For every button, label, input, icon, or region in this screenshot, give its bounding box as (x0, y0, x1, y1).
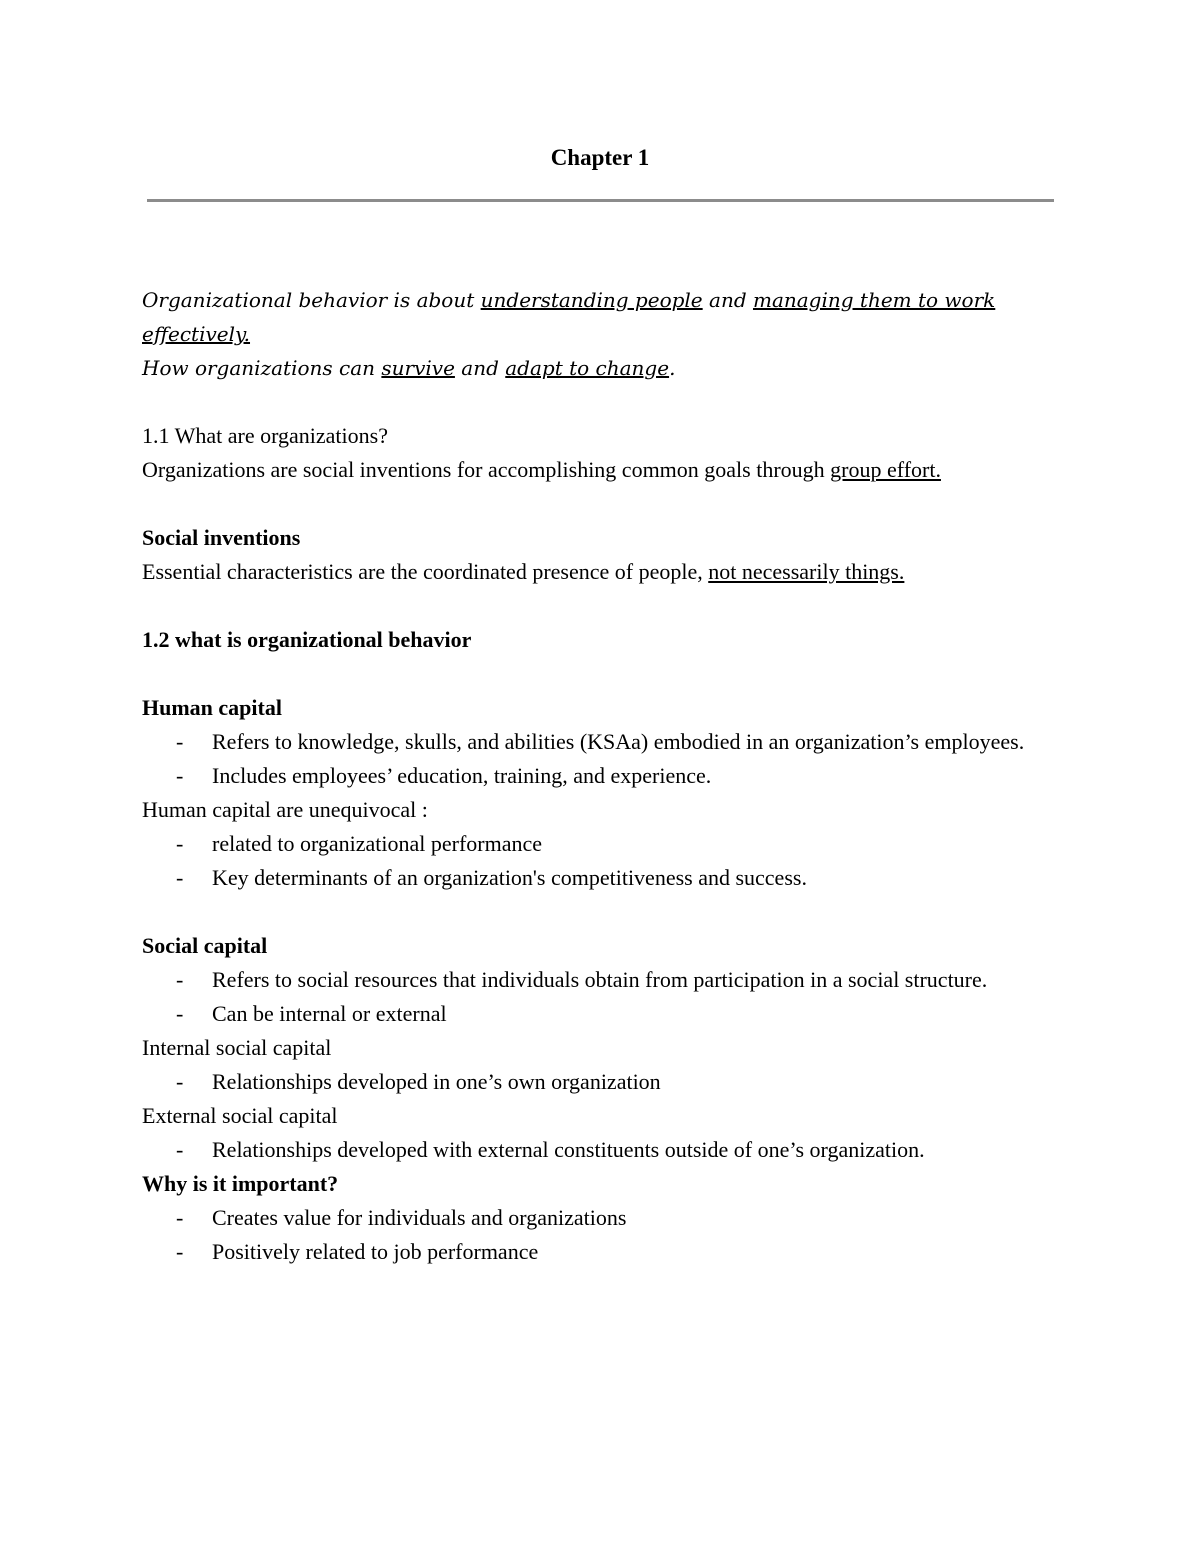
human-capital-sub-list (142, 827, 1062, 895)
list-item (142, 963, 1062, 997)
spacer (142, 895, 1062, 929)
intro-underline: understanding people (480, 288, 703, 312)
human-capital-heading: Human capital (142, 695, 282, 720)
list-item-text: Creates value for individuals and organizations (212, 1205, 627, 1230)
page-title: Chapter 1 (550, 145, 650, 170)
internal-social-capital-list (142, 1065, 1062, 1099)
list-item (142, 725, 1062, 759)
list-item-text: Includes employees’ education, training, and experience. (212, 763, 712, 788)
dash-bullet: - (176, 865, 184, 890)
intro-text: and (454, 356, 506, 380)
intro-underline: adapt to change (505, 356, 670, 380)
title-divider (147, 199, 1054, 202)
document-body (142, 283, 1062, 1269)
social-capital-list (142, 963, 1062, 1031)
social-inventions-body: Essential characteristics are the coordinated presence of people, (142, 559, 709, 584)
list-item (142, 1133, 1062, 1167)
social-capital-heading: Social capital (142, 933, 268, 958)
list-item (142, 861, 1062, 895)
list-item (142, 1065, 1062, 1099)
dash-bullet: - (176, 763, 184, 788)
intro-text: . (669, 356, 676, 380)
spacer (142, 589, 1062, 623)
spacer (142, 487, 1062, 521)
list-item (142, 827, 1062, 861)
spacer (142, 385, 1062, 419)
why-important-list (142, 1201, 1062, 1269)
list-item-text: Positively related to job performance (212, 1239, 539, 1264)
definition-underline: group effort. (830, 457, 941, 482)
dash-bullet: - (176, 1239, 184, 1264)
list-item (142, 997, 1062, 1031)
internal-social-capital-label: Internal social capital (142, 1035, 332, 1060)
intro-line-1 (142, 283, 1062, 351)
why-important-heading: Why is it important? (142, 1171, 339, 1196)
list-item (142, 1235, 1062, 1269)
intro-text: and (702, 288, 753, 312)
social-inventions-heading: Social inventions (142, 525, 301, 550)
list-item-text: related to organizational performance (212, 831, 543, 856)
human-capital-list (142, 725, 1062, 793)
dash-bullet: - (176, 729, 184, 754)
list-item-text: Refers to knowledge, skulls, and abilities (KSAa) embodied in an organization’s employees. (212, 729, 1025, 754)
intro-text: How organizations can (142, 356, 382, 380)
list-item-text: Key determinants of an organization's competitiveness and success. (212, 865, 807, 890)
intro-underline: managing them to work effectively. (142, 288, 996, 346)
human-capital-subheading: Human capital are unequivocal : (142, 797, 428, 822)
dash-bullet: - (176, 1205, 184, 1230)
dash-bullet: - (176, 967, 184, 992)
external-social-capital-label: External social capital (142, 1103, 338, 1128)
external-social-capital-list (142, 1133, 1062, 1167)
list-item (142, 759, 1062, 793)
list-item-text: Relationships developed in one’s own organization (212, 1069, 661, 1094)
intro-underline: survive (381, 356, 455, 380)
list-item (142, 1201, 1062, 1235)
list-item-text: Relationships developed with external constituents outside of one’s organization. (212, 1137, 925, 1162)
list-item-text: Refers to social resources that individuals obtain from participation in a social structure. (212, 967, 988, 992)
social-inventions-text (142, 555, 1062, 589)
intro-text: Organizational behavior is about (142, 288, 481, 312)
definition-text: Organizations are social inventions for accomplishing common goals through (142, 457, 831, 482)
dash-bullet: - (176, 831, 184, 856)
organizations-definition (142, 453, 1062, 487)
dash-bullet: - (176, 1137, 184, 1162)
section-1-1-heading: 1.1 What are organizations? (142, 423, 388, 448)
social-inventions-underline: not necessarily things. (708, 559, 905, 584)
spacer (142, 657, 1062, 691)
dash-bullet: - (176, 1069, 184, 1094)
list-item-text: Can be internal or external (212, 1001, 447, 1026)
dash-bullet: - (176, 1001, 184, 1026)
section-1-2-heading: 1.2 what is organizational behavior (142, 627, 472, 652)
intro-line-2 (142, 351, 1062, 385)
